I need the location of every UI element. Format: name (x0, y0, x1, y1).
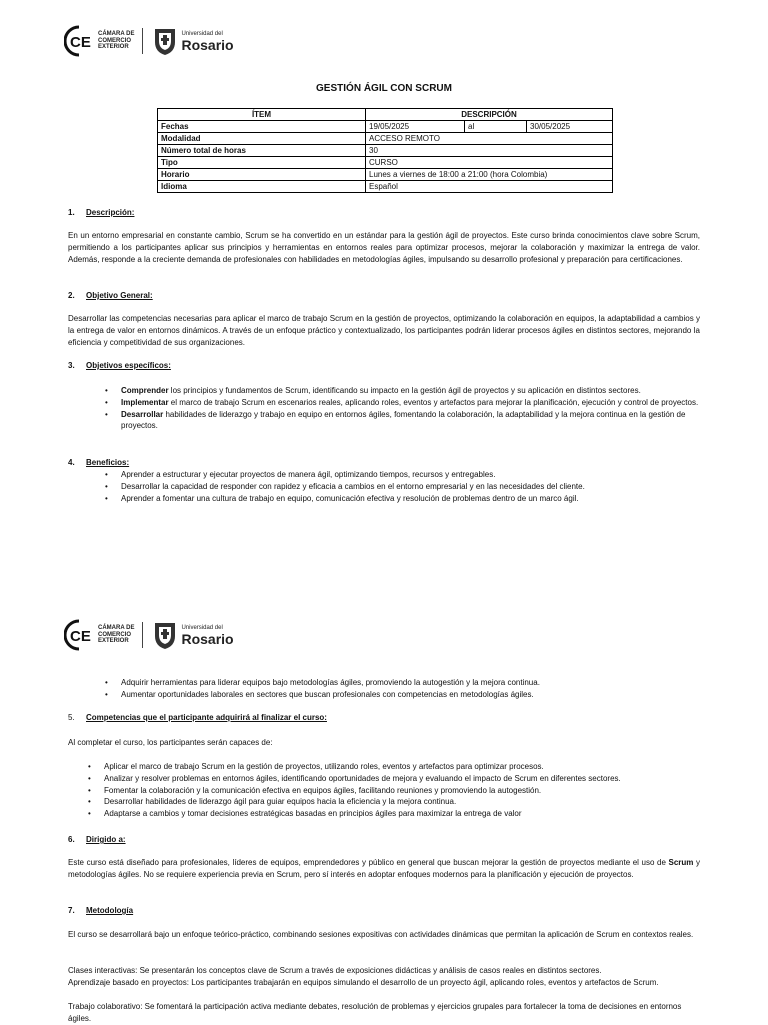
section-title: Objetivos específicos: (86, 361, 171, 370)
ce-text-line: CÁMARA DE (98, 625, 135, 632)
dirigido-text (68, 857, 700, 881)
ur-big-text: Rosario (181, 36, 234, 53)
table-row (158, 145, 613, 157)
item-bold: Desarrollar (121, 409, 164, 419)
section-title: Metodología (86, 906, 134, 915)
row-label: Modalidad (158, 133, 366, 145)
fecha-fin: 30/05/2025 (527, 121, 613, 133)
table-header-row (158, 109, 613, 121)
table-row (158, 181, 613, 193)
header-logos (64, 24, 234, 58)
table-row (158, 133, 613, 145)
dirigido-text-b: y metodologías ágiles. No se requiere experiencia previa en Scrum, pero sí interés en adoptar enfoques modernos para la planificación y ejecución de proyectos. (68, 858, 700, 879)
row-value: ACCESO REMOTO (366, 133, 613, 145)
svg-text:CE: CE (70, 628, 91, 645)
metodologia-colaborativo: Trabajo colaborativo: Se fomentará la participación activa mediante debates, resolución de problemas y ejercicios grupales para fortalecer la toma de decisiones en entornos ágiles. (68, 1002, 682, 1023)
document-title: GESTIÓN ÁGIL CON SCRUM (316, 83, 452, 94)
section-number: 7. (68, 906, 75, 915)
universidad-rosario-logo (153, 26, 233, 56)
row-label: Idioma (158, 181, 366, 193)
item-bold: Implementar (121, 397, 169, 407)
ur-big-text: Rosario (181, 630, 234, 647)
list-item: • Desarrollar habilidades de liderazgo ágil para guiar equipos hacia la eficiencia y la mejora continua. (88, 796, 700, 808)
logo-divider (142, 622, 143, 648)
section-number: 4. (68, 458, 75, 467)
fecha-al (465, 121, 527, 133)
section-title: Dirigido a: (86, 835, 126, 844)
section-number: 5. (68, 713, 75, 722)
ce-text-line: COMERCIO (98, 37, 131, 44)
section-number: 6. (68, 835, 75, 844)
section-title: Descripción: (86, 208, 135, 217)
section-title: Competencias que el participante adquirirá al finalizar el curso: (86, 713, 327, 722)
ce-text-line: COMERCIO (98, 631, 131, 638)
beneficios-list (105, 469, 700, 504)
row-label: Horario (158, 169, 366, 181)
list-item: • Aprender a estructurar y ejecutar proyectos de manera ágil, optimizando tiempos, recursos y entregables. (105, 469, 700, 481)
list-item (105, 409, 700, 433)
section-heading-dirigido (68, 835, 126, 844)
metodologia-clases: Clases interactivas: Se presentarán los conceptos clave de Scrum a través de exposiciones didácticas y análisis de casos reales en distintos sectores. (68, 966, 602, 975)
list-item: • Aumentar oportunidades laborales en sectores que buscan profesionales con competencias en metodologías ágiles. (105, 689, 700, 701)
list-item: • Adquirir herramientas para liderar equipos bajo metodologías ágiles, promoviendo la autogestión y la mejora continua. (105, 677, 700, 689)
section-heading-competencias (68, 713, 327, 722)
list-item: • Adaptarse a cambios y tomar decisiones estratégicas basadas en principios ágiles para maximizar la entrega de valor (88, 808, 700, 820)
page-2 (0, 580, 768, 1024)
competencias-intro: Al completar el curso, los participantes serán capaces de: (68, 738, 273, 747)
rosario-shield-icon (153, 620, 177, 650)
list-item: • Aprender a fomentar una cultura de trabajo en equipo, comunicación efectiva y resolución de problemas dentro de un marco ágil. (105, 493, 700, 505)
list-item: • Fomentar la colaboración y la comunicación efectiva en equipos ágiles, facilitando reuniones y promoviendo la autogestión. (88, 785, 700, 797)
dirigido-text-bold: Scrum (668, 858, 694, 867)
rosario-shield-icon (153, 26, 177, 56)
universidad-rosario-logo (153, 620, 233, 650)
table-row (158, 121, 613, 133)
beneficios-list-continued (105, 677, 700, 701)
row-value: CURSO (366, 157, 613, 169)
header-item: ÍTEM (158, 109, 366, 121)
row-label: Número total de horas (158, 145, 366, 157)
section-heading-objetivos-especificos (68, 361, 171, 370)
row-value: Español (366, 181, 613, 193)
table-row (158, 169, 613, 181)
header-description: DESCRIPCIÓN (366, 109, 613, 121)
item-text: el marco de trabajo Scrum en escenarios reales, aplicando roles, eventos y artefactos para mejorar la planificación, ejecución y control de proyectos. (168, 397, 699, 407)
descripcion-text: En un entorno empresarial en constante cambio, Scrum se ha convertido en un estándar para la gestión ágil de proyectos. Este curso brinda conocimientos clave sobre Scrum, permitiendo a los participantes aplicar sus principios y herramientas en entornos reales para optimizar procesos, mejorar la colaboración y maximizar la entrega de valor. Además, responde a la creciente demanda de profesionales con habilidades en metodologías ágiles, impulsando su desarrollo profesional y preparación para certificaciones. (68, 231, 700, 264)
list-item: • Desarrollar la capacidad de responder con rapidez y eficacia a cambios en el entorno empresarial y en las necesidades del cliente. (105, 481, 700, 493)
section-heading-metodologia (68, 906, 133, 915)
row-label: Tipo (158, 157, 366, 169)
section-heading-objetivo-general (68, 291, 153, 300)
list-item (105, 385, 700, 397)
ce-text-line: CÁMARA DE (98, 31, 135, 38)
item-text: los principios y fundamentos de Scrum, identificando su impacto en la gestión ágil de proyectos y su aplicación en distintos sectores. (168, 386, 641, 395)
header-logos (64, 618, 234, 652)
row-value: Lunes a viernes de 18:00 a 21:00 (hora Colombia) (366, 169, 613, 181)
section-heading-descripcion (68, 208, 134, 217)
camara-comercio-logo (64, 618, 134, 652)
section-heading-beneficios (68, 458, 129, 467)
section-title: Beneficios: (86, 458, 130, 467)
item-bold: Comprender (121, 386, 169, 395)
ce-text-line: EXTERIOR (98, 44, 129, 51)
metodologia-intro: El curso se desarrollará bajo un enfoque teórico-práctico, combinando sesiones expositivas con actividades dinámicas que permitan la aplicación de Scrum en contextos reales. (68, 930, 694, 939)
ur-small-text: Universidad del (181, 624, 223, 631)
course-info-table (157, 108, 613, 193)
ce-logo-icon (64, 24, 94, 58)
dirigido-text-a: Este curso está diseñado para profesionales, líderes de equipos, emprendedores y público en general que buscan mejorar la gestión de proyectos mediante el uso de (68, 858, 669, 867)
logo-divider (142, 28, 143, 54)
competencias-list (88, 761, 700, 820)
row-label: Fechas (158, 121, 366, 133)
fecha-inicio: 19/05/2025 (366, 121, 465, 133)
ce-logo-icon (64, 618, 94, 652)
camara-comercio-logo (64, 24, 134, 58)
table-row (158, 157, 613, 169)
list-item (105, 397, 700, 409)
section-number: 3. (68, 361, 75, 370)
objetivos-list (105, 385, 700, 432)
svg-text:CE: CE (70, 34, 91, 51)
fecha-al-text: al (468, 122, 475, 131)
ce-text-line: EXTERIOR (98, 638, 129, 645)
list-item: • Analizar y resolver problemas en entornos ágiles, identificando oportunidades de mejora y evaluando el impacto de Scrum en diferentes sectores. (88, 773, 700, 785)
item-text: habilidades de liderazgo y trabajo en equipo en entornos ágiles, fomentando la colaboración, la adaptabilidad y la mejora continua en la gestión de proyectos. (121, 409, 686, 431)
section-number: 1. (68, 208, 75, 217)
list-item: • Aplicar el marco de trabajo Scrum en la gestión de proyectos, utilizando roles, eventos y artefactos para optimizar procesos. (88, 761, 700, 773)
section-title: Objetivo General: (86, 291, 153, 300)
metodologia-proyectos: Aprendizaje basado en proyectos: Los participantes trabajarán en equipos simulando el desarrollo de un proyecto ágil, aplicando roles, eventos y artefactos de Scrum. (68, 978, 659, 987)
section-number: 2. (68, 291, 75, 300)
row-value: 30 (366, 145, 613, 157)
ur-small-text: Universidad del (181, 30, 223, 37)
objetivo-general-text: Desarrollar las competencias necesarias para aplicar el marco de trabajo Scrum en la gestión de proyectos, optimizando la colaboración en equipos, la adaptabilidad a cambios y la entrega de valor en entornos dinámicos. A través de un enfoque práctico y contextualizado, los participantes podrán liderar procesos ágiles en distintos sectores, mejorando la eficiencia y competitividad de sus organizaciones. (68, 314, 700, 347)
